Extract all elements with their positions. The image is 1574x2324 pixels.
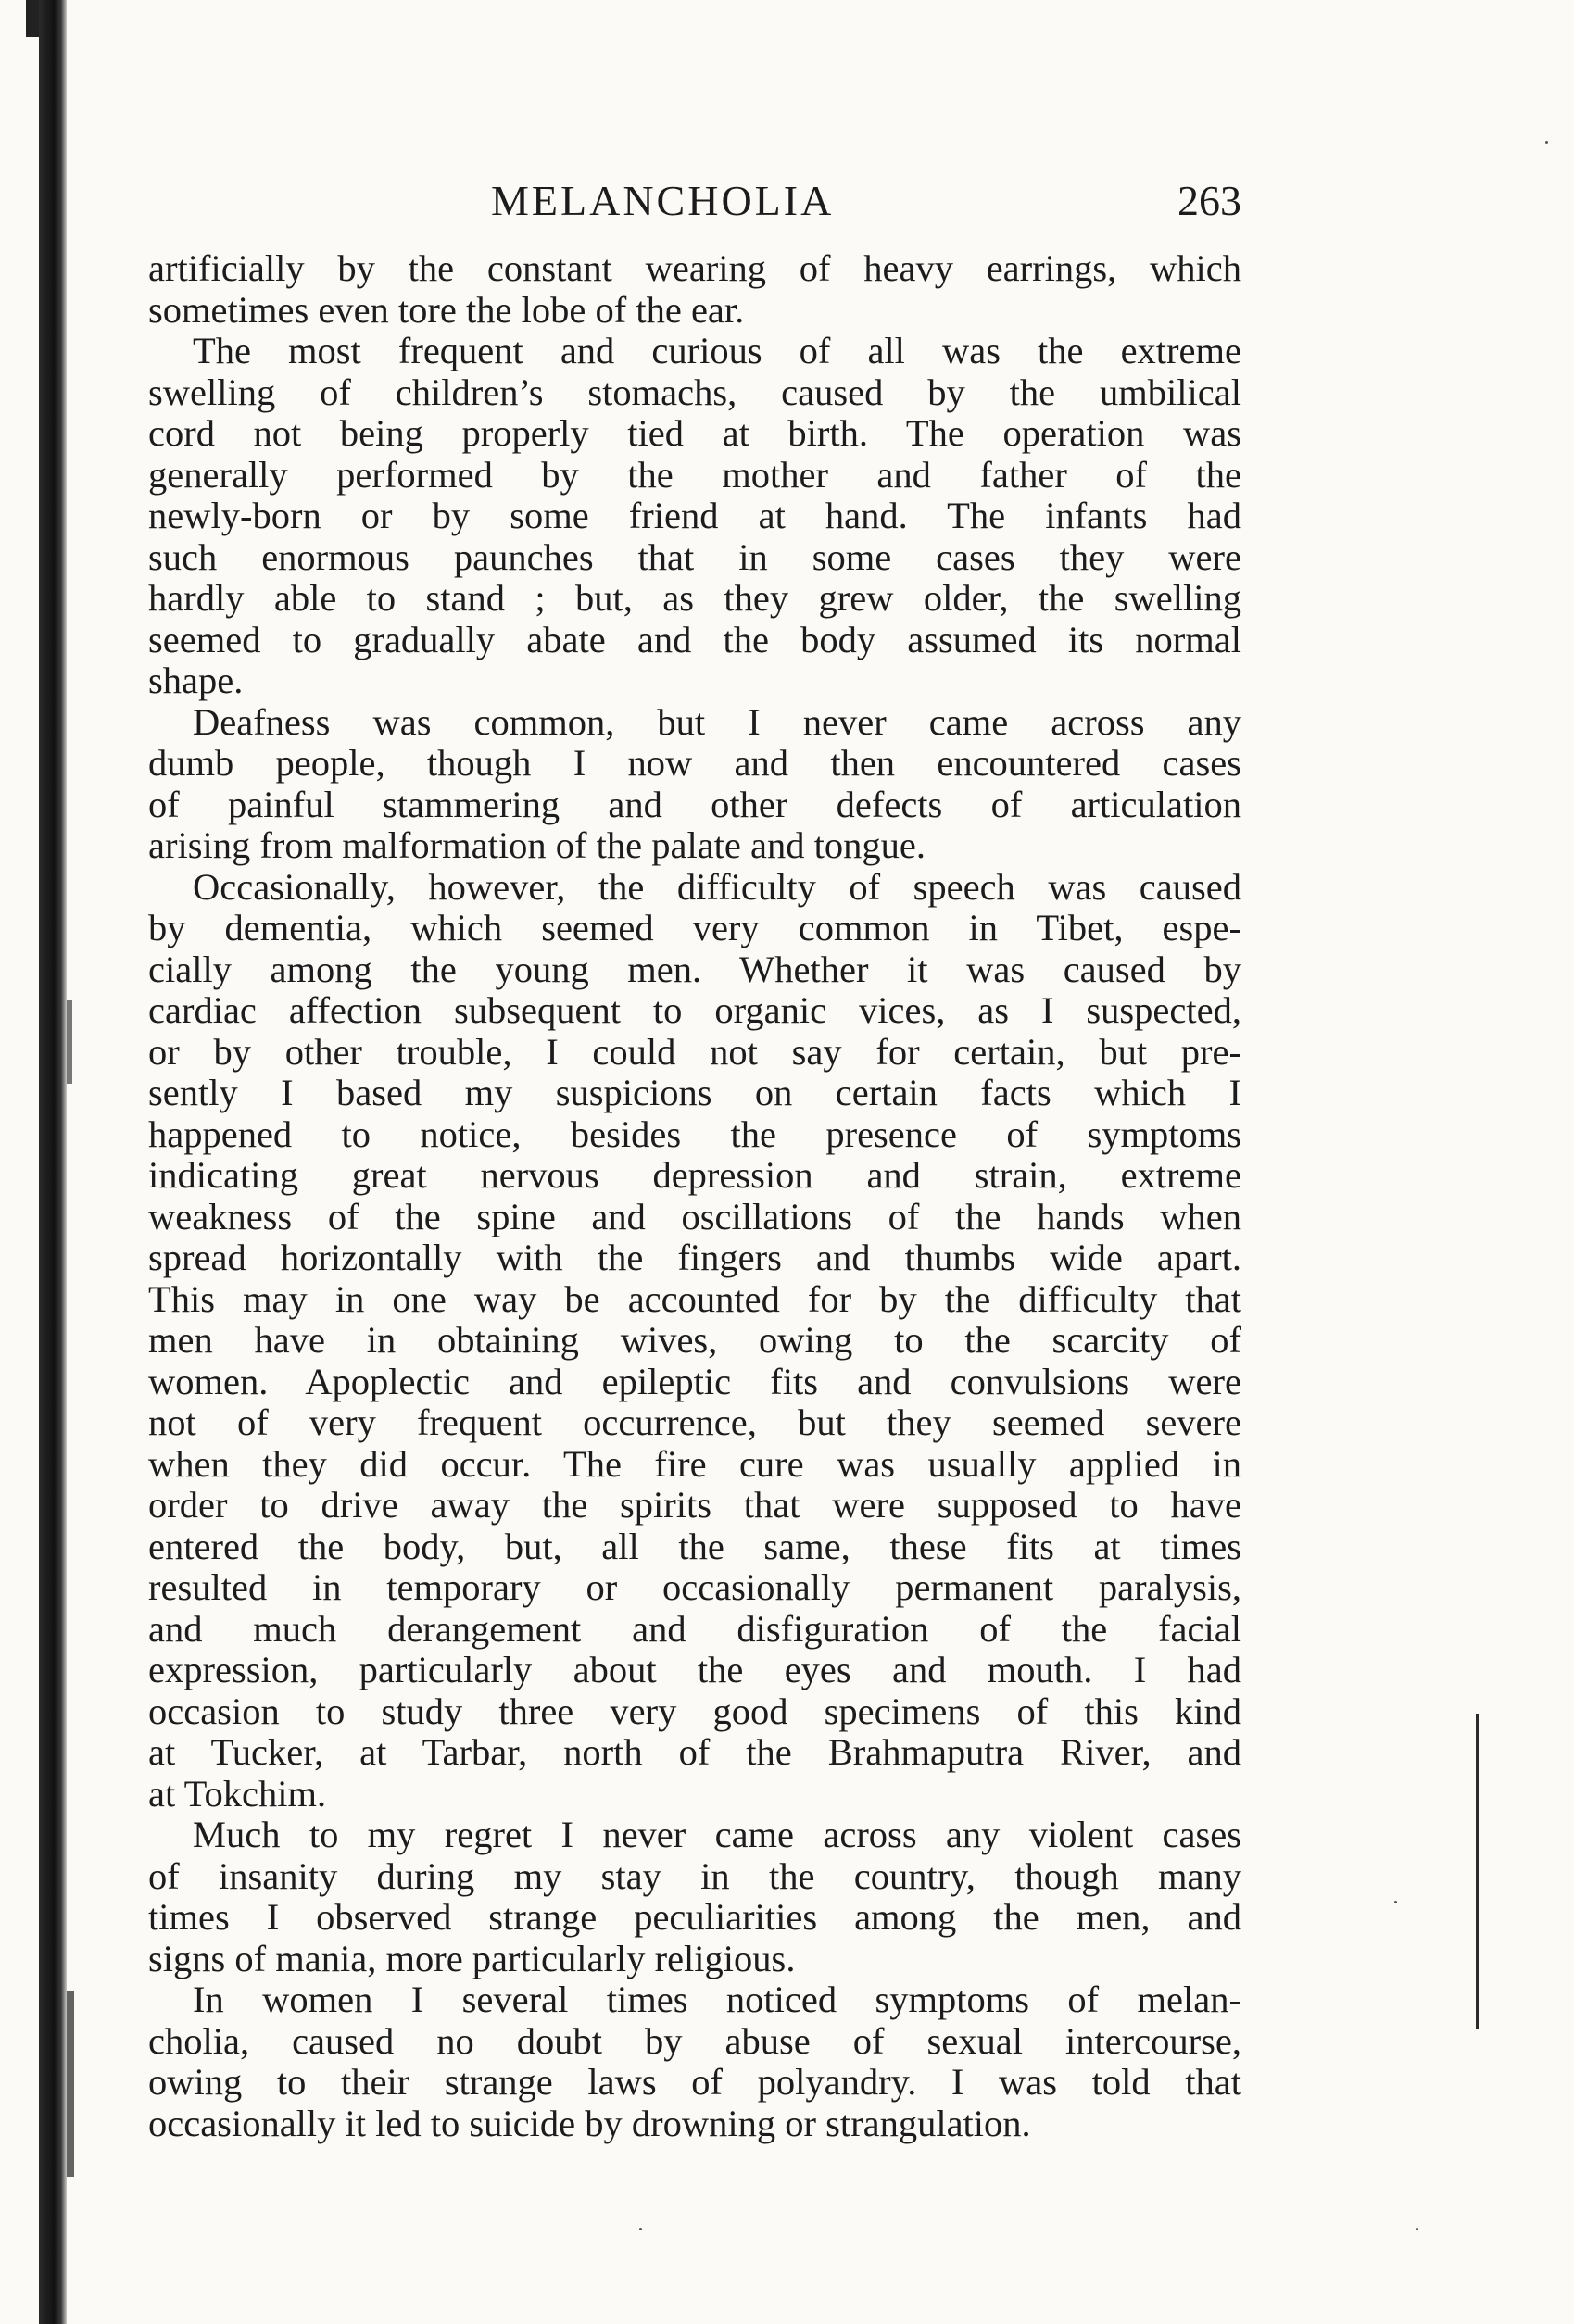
text-line: occasion to study three very good specimens of this kind [148, 1690, 1241, 1732]
scan-speck [1545, 141, 1548, 144]
page-header [148, 169, 1241, 233]
scan-margin-mark [1476, 1714, 1479, 2029]
text-line: dumb people, though I now and then encountered cases [148, 742, 1241, 784]
body-text [148, 248, 1241, 2144]
scan-speck [1416, 2228, 1418, 2230]
text-line: Occasionally, however, the difficulty of speech was caused [193, 865, 1241, 908]
text-line: cardiac affection subsequent to organic vices, as I suspected, [148, 989, 1241, 1031]
paragraph [148, 248, 1241, 331]
paragraph [148, 867, 1241, 1815]
text-line: times I observed strange peculiarities among the men, and [148, 1896, 1241, 1938]
text-line: cord not being properly tied at birth. The operation was [148, 412, 1241, 454]
text-line: hardly able to stand ; but, as they grew older, the swelling [148, 577, 1241, 619]
scan-speck [639, 2228, 642, 2230]
text-line: or by other trouble, I could not say for certain, but pre- [148, 1030, 1241, 1073]
text-line: In women I several times noticed symptoms of melan- [193, 1979, 1241, 2020]
text-line: not of very frequent occurrence, but they seemed severe [148, 1401, 1241, 1443]
text-line: expression, particularly about the eyes and mouth. I had [148, 1649, 1241, 1690]
text-line: generally performed by the mother and father of the [148, 453, 1241, 496]
text-line: of painful stammering and other defects of articulation [148, 783, 1241, 825]
binding-speck [67, 1991, 74, 2177]
paragraph [148, 331, 1241, 702]
text-line: of insanity during my stay in the country, though many [148, 1854, 1241, 1897]
text-line: This may in one way be accounted for by the difficulty that [148, 1277, 1241, 1320]
text-line: cially among the young men. Whether it was caused by [148, 948, 1241, 990]
paragraph [148, 1815, 1241, 1979]
text-line: resulted in temporary or occasionally permanent paralysis, [148, 1566, 1241, 1608]
text-line: when they did occur. The fire cure was usually applied in [148, 1442, 1241, 1485]
text-line: artificially by the constant wearing of heavy earrings, which [148, 247, 1241, 289]
paragraph [148, 702, 1241, 867]
text-line: indicating great nervous depression and strain, extreme [148, 1154, 1241, 1196]
text-line: newly-born or by some friend at hand. The infants had [148, 495, 1241, 536]
binding-speck [26, 0, 39, 37]
text-line: spread horizontally with the fingers and thumbs wide apart. [148, 1237, 1241, 1278]
paragraph [148, 1979, 1241, 2144]
text-line: happened to notice, besides the presence of symptoms [148, 1112, 1241, 1155]
text-line: arising from malformation of the palate and tongue. [148, 824, 926, 866]
text-line: swelling of children’s stomachs, caused by the umbilical [148, 371, 1241, 413]
text-line: shape. [148, 660, 244, 701]
text-line: sently I based my suspicions on certain facts which I [148, 1072, 1241, 1113]
scan-speck [1394, 1901, 1397, 1903]
text-line: at Tucker, at Tarbar, north of the Brahmaputra River, and [148, 1731, 1241, 1773]
text-line: at Tokchim. [148, 1772, 327, 1815]
text-line: owing to their strange laws of polyandry. I was told that [148, 2061, 1241, 2103]
text-line: by dementia, which seemed very common in Tibet, espe- [148, 907, 1241, 948]
text-line: such enormous paunches that in some cases they were [148, 535, 1241, 578]
text-line: seemed to gradually abate and the body assumed its normal [148, 618, 1241, 660]
text-line: sometimes even tore the lobe of the ear. [148, 288, 745, 331]
text-line: order to drive away the spirits that were supposed to have [148, 1484, 1241, 1526]
text-line: signs of mania, more particularly religious. [148, 1937, 796, 1979]
text-line: women. Apoplectic and epileptic fits and convulsions were [148, 1360, 1241, 1402]
page-binding-shadow [39, 0, 67, 2324]
text-line: cholia, caused no doubt by abuse of sexual intercourse, [148, 2019, 1241, 2062]
text-line: weakness of the spine and oscillations of the hands when [148, 1195, 1241, 1237]
text-line: Deafness was common, but I never came across any [193, 700, 1241, 743]
text-line: men have in obtaining wives, owing to the scarcity of [148, 1319, 1241, 1361]
text-line: Much to my regret I never came across any violent cases [193, 1814, 1241, 1855]
page-number: 263 [1177, 177, 1241, 224]
running-title: MELANCHOLIA [491, 177, 835, 224]
text-line: The most frequent and curious of all was the extreme [193, 330, 1241, 371]
binding-speck [67, 1000, 72, 1084]
text-line: occasionally it led to suicide by drowning or strangulation. [148, 2102, 1031, 2144]
text-line: and much derangement and disfiguration of the facial [148, 1607, 1241, 1650]
text-line: entered the body, but, all the same, these fits at times [148, 1525, 1241, 1567]
